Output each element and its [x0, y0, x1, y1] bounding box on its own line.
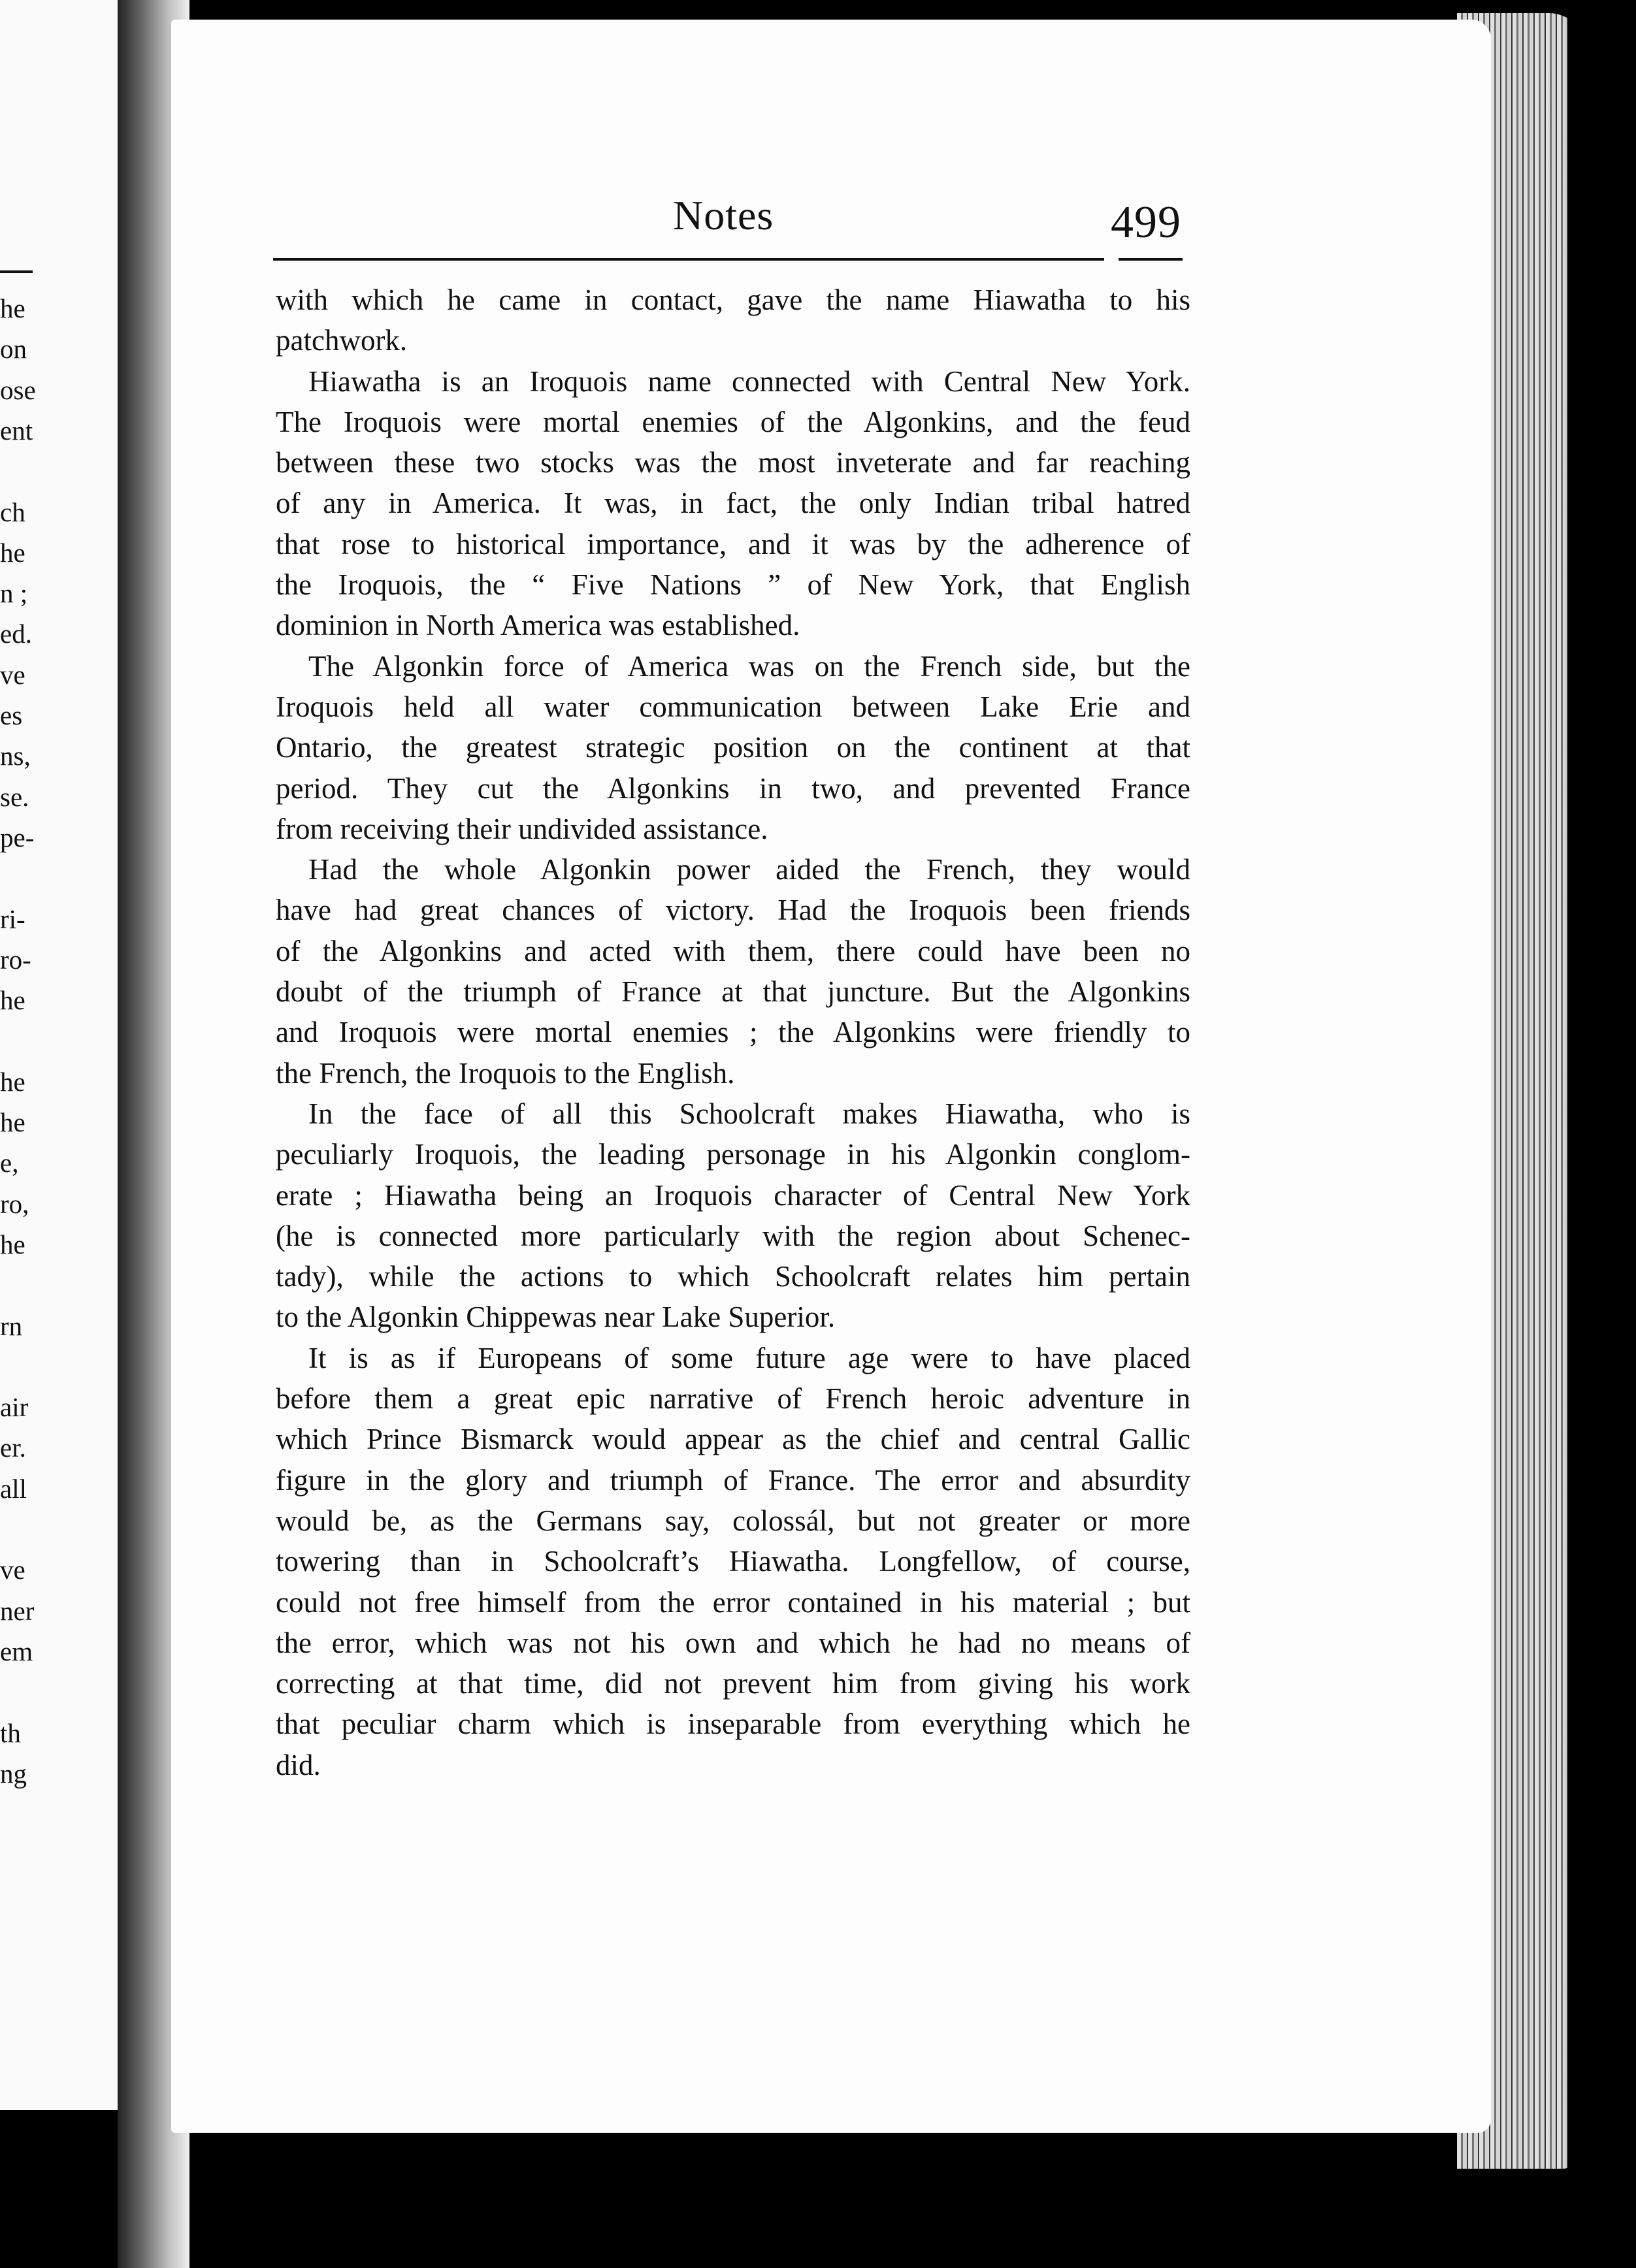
facing-page-line: n ;	[0, 578, 28, 609]
text-line: and Iroquois were mortal enemies ; the Algonkins were friendly to	[276, 1016, 1190, 1049]
facing-page-line: th	[0, 1717, 21, 1748]
facing-page-line: he	[0, 985, 25, 1016]
facing-page-line: ent	[0, 415, 33, 446]
facing-page-line: ve	[0, 659, 25, 690]
facing-page-line: pe-	[0, 822, 35, 852]
text-line: tady), while the actions to which Schoolcraft relates him pertain	[276, 1260, 1190, 1293]
running-head-title: Notes	[673, 192, 774, 238]
facing-page-line: rn	[0, 1310, 23, 1341]
text-line: that peculiar charm which is inseparable from everything which he	[276, 1708, 1190, 1741]
facing-page-line: he	[0, 1066, 25, 1097]
text-line: peculiarly Iroquois, the leading personage in his Algonkin conglom-	[276, 1138, 1190, 1171]
facing-page-fragment	[0, 0, 118, 2110]
text-line: could not free himself from the error contained in his material ; but	[276, 1585, 1190, 1619]
text-line: In the face of all this Schoolcraft makes Hiawatha, who is	[308, 1097, 1190, 1130]
text-line: dominion in North America was established.	[276, 609, 800, 642]
facing-page-line: ve	[0, 1555, 25, 1585]
text-line: erate ; Hiawatha being an Iroquois character of Central New York	[276, 1178, 1190, 1212]
text-line: the error, which was not his own and which he had no means of	[276, 1626, 1190, 1659]
text-line: The Algonkin force of America was on the French side, but the	[308, 649, 1190, 683]
facing-page-line: ns,	[0, 741, 31, 771]
facing-page-line: ose	[0, 374, 36, 405]
facing-page-line: he	[0, 1229, 25, 1259]
facing-page-line: ed.	[0, 619, 32, 649]
facing-page-line: er.	[0, 1433, 26, 1463]
text-line: Iroquois held all water communication between Lake Erie and	[276, 690, 1190, 723]
text-line: (he is connected more particularly with the region about Schenec-	[276, 1219, 1190, 1252]
facing-page-line: he	[0, 1107, 25, 1137]
header-rule-short	[1119, 258, 1183, 261]
text-line: towering than in Schoolcraft’s Hiawatha. Longfellow, of course,	[276, 1545, 1190, 1578]
scan-background-right	[1568, 0, 1636, 2268]
text-line: period. They cut the Algonkins in two, and prevented France	[276, 771, 1190, 805]
facing-page-line: ro,	[0, 1188, 29, 1219]
facing-page-line: all	[0, 1473, 27, 1504]
header-rule	[273, 258, 1104, 261]
text-line: of the Algonkins and acted with them, there could have been no	[276, 934, 1190, 967]
text-line: between these two stocks was the most inveterate and far reaching	[276, 446, 1190, 479]
text-line: Ontario, the greatest strategic position on the continent at that	[276, 731, 1190, 764]
text-line: which Prince Bismarck would appear as the chief and central Gallic	[276, 1423, 1190, 1456]
running-head	[0, 191, 1636, 248]
text-line: The Iroquois were mortal enemies of the Algonkins, and the feud	[276, 405, 1190, 438]
text-line: figure in the glory and triumph of France. The error and absurdity	[276, 1463, 1190, 1497]
text-line: of any in America. It was, in fact, the only Indian tribal hatred	[276, 487, 1190, 520]
text-line: did.	[276, 1748, 321, 1781]
text-line: would be, as the Germans say, colossál, but not greater or more	[276, 1504, 1190, 1537]
text-line: doubt of the triumph of France at that juncture. But the Algonkins	[276, 975, 1190, 1009]
facing-page-line: air	[0, 1392, 29, 1423]
facing-page-line: es	[0, 700, 23, 730]
text-line: It is as if Europeans of some future age were to have placed	[308, 1341, 1190, 1374]
facing-page-rule	[0, 270, 33, 273]
text-line: that rose to historical importance, and it was by the adherence of	[276, 527, 1190, 560]
facing-page-line: ch	[0, 496, 25, 527]
facing-page-line: se.	[0, 781, 29, 812]
facing-page-line: ner	[0, 1595, 35, 1626]
facing-page-line: ri-	[0, 903, 25, 934]
facing-page-line: he	[0, 293, 25, 323]
text-line: patchwork.	[276, 324, 408, 357]
text-line: to the Algonkin Chippewas near Lake Superior.	[276, 1301, 836, 1334]
text-line: have had great chances of victory. Had the Iroquois been friends	[276, 894, 1190, 927]
text-line: the Iroquois, the “ Five Nations ” of New York, that English	[276, 568, 1190, 602]
facing-page-line: on	[0, 334, 27, 364]
page-number: 499	[1111, 197, 1181, 248]
text-line: the French, the Iroquois to the English.	[276, 1056, 735, 1090]
text-line: before them a great epic narrative of French heroic adventure in	[276, 1382, 1190, 1416]
facing-page-line: ro-	[0, 944, 31, 975]
facing-page-line: ng	[0, 1758, 27, 1789]
facing-page-line: e,	[0, 1148, 19, 1178]
text-line: Hiawatha is an Iroquois name connected with Central New York.	[308, 364, 1190, 398]
body-text	[276, 280, 1190, 1785]
text-line: Had the whole Algonkin power aided the French, they would	[308, 853, 1190, 886]
text-line: correcting at that time, did not prevent him from giving his work	[276, 1667, 1190, 1700]
facing-page-line: em	[0, 1636, 33, 1666]
text-line: from receiving their undivided assistance.	[276, 812, 768, 845]
text-line: with which he came in contact, gave the name Hiawatha to his	[276, 284, 1190, 316]
facing-page-line: he	[0, 537, 25, 568]
